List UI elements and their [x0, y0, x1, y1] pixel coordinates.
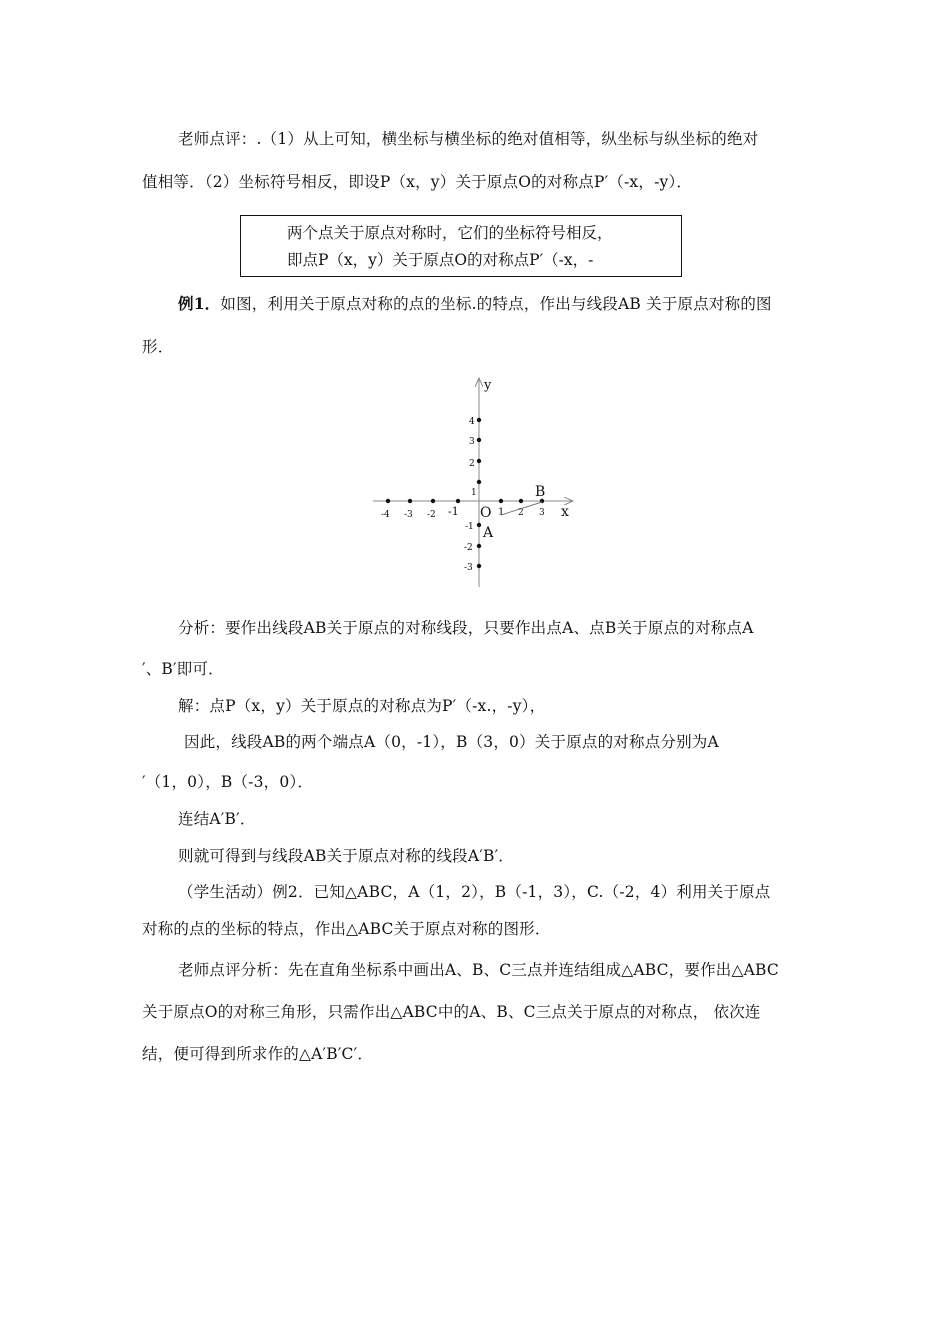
y-tick-label: -2 — [464, 543, 473, 553]
teacher-comment-line-1: 老师点评：.（1）从上可知，横坐标与横坐标的绝对值相等，纵坐标与纵坐标的绝对 — [178, 130, 759, 148]
solution-line-5: 则就可得到与线段AB关于原点对称的线段A′B′． — [178, 847, 515, 865]
x-tick-label: 1 — [498, 507, 505, 518]
conclusion-line-2: 即点P（x，y）关于原点O的对称点P′（-x，- — [287, 251, 594, 269]
y-tick-point — [477, 459, 481, 463]
example-1-label: 例1． — [178, 294, 221, 313]
solution-line-1: 解：点P（x，y）关于原点的对称点为P′（-x.，-y）， — [178, 697, 546, 715]
teacher-comment-line-2: 值相等．（2）坐标符号相反，即设P（x，y）关于原点O的对称点P′（-x，-y）． — [142, 173, 693, 191]
conclusion-box — [240, 215, 682, 277]
conclusion-line-1: 两个点关于原点对称时，它们的坐标符号相反， — [287, 224, 613, 242]
solution-line-4: 连结A′B′． — [178, 810, 256, 828]
teacher-comment-2-line-1: 老师点评分析：先在直角坐标系中画出A、B、C三点并连结组成△ABC，要作出△ABC — [178, 961, 779, 979]
example-1-line-2: 形． — [142, 338, 174, 356]
teacher-comment-2-line-2: 关于原点O的对称三角形，只需作出△ABC中的A、B、C三点关于原点的对称点， 依次连 — [142, 1003, 761, 1021]
x-tick-label: -3 — [404, 510, 413, 520]
analysis-line-2: ′、B′即可． — [142, 660, 224, 678]
x-axis-label: x — [561, 504, 569, 520]
y-tick-point — [477, 438, 481, 442]
x-tick-label: -1 — [448, 505, 459, 518]
example-2-line-1: （学生活动）例2．已知△ABC，A（1，2），B（-1，3），C.（-2，4）利用关于原点 — [178, 883, 771, 901]
example-1-text: 如图，利用关于原点对称的点的坐标.的特点，作出与线段AB 关于原点对称的图 — [220, 295, 772, 313]
y-axis-label: y — [484, 378, 492, 393]
solution-line-3: ′（1，0），B（-3，0）． — [142, 773, 314, 791]
x-tick-point — [519, 499, 523, 503]
x-tick-point — [456, 499, 460, 503]
x-tick-label: -4 — [381, 510, 390, 520]
solution-line-2: 因此，线段AB的两个端点A（0，-1），B（3，0）关于原点的对称点分别为A — [184, 733, 719, 751]
y-tick-point — [477, 544, 481, 548]
x-tick-label: -2 — [427, 510, 436, 520]
x-tick-point — [408, 499, 412, 503]
y-tick-label: -1 — [465, 522, 474, 532]
x-tick-point — [431, 499, 435, 503]
y-tick-point — [477, 480, 481, 484]
x-tick-label: 2 — [518, 508, 524, 518]
analysis-line-1: 分析：要作出线段AB关于原点的对称线段，只要作出点A、点B关于原点的对称点A — [178, 619, 754, 637]
y-tick-label: -3 — [464, 563, 473, 573]
y-tick-label: 1 — [471, 488, 477, 498]
coordinate-figure — [368, 372, 588, 592]
example-2-line-2: 对称的点的坐标的特点，作出△ABC关于原点对称的图形． — [142, 920, 551, 938]
teacher-comment-2-line-3: 结，便可得到所求作的△A′B′C′． — [142, 1045, 374, 1063]
x-tick-label: 3 — [539, 508, 545, 518]
point-b-label: B — [535, 484, 546, 500]
y-tick-label: 3 — [469, 437, 475, 447]
example-1-line-1 — [178, 292, 772, 314]
point-a — [477, 523, 481, 527]
y-tick-point — [477, 564, 481, 568]
point-a-label: A — [483, 525, 494, 541]
x-tick-point — [499, 499, 503, 503]
x-tick-point — [386, 499, 390, 503]
y-tick-point — [477, 418, 481, 422]
y-tick-label: 2 — [469, 459, 475, 469]
y-tick-label: 4 — [469, 417, 475, 427]
origin-label: O — [480, 505, 492, 521]
